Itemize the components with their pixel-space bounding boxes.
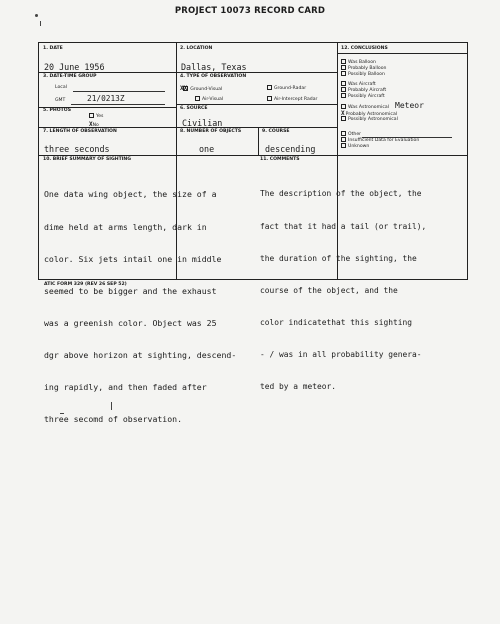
paper-speck (40, 21, 41, 26)
summary-line: was a greenish color. Object was 25 (44, 317, 217, 328)
conclusions-label: 12. CONCLUSIONS (341, 46, 388, 51)
source-value: Civilian (182, 118, 223, 128)
gmt-label: GMT (55, 98, 66, 103)
conclusion-probably-astronomical: XProbably Astronomical (341, 110, 398, 117)
air-intercept-radar-option: Air-Intercept Radar (267, 96, 317, 102)
length-of-observation-label: 7. LENGTH OF OBSERVATION (43, 129, 117, 134)
comments-line: the duration of the sighting, the (260, 253, 417, 263)
ground-radar-option: Ground-Radar (267, 85, 306, 91)
record-card-title: PROJECT 10073 RECORD CARD (174, 6, 326, 16)
conclusion-probably-aircraft: Probably Aircraft (341, 87, 386, 93)
conclusion-was-aircraft: Was Aircraft (341, 81, 376, 87)
conclusion-possibly-astronomical: Possibly Astronomical (341, 116, 398, 122)
photos-no-option: XNo (89, 121, 99, 128)
summary-line: dgr above horizon at sighting, descend- (44, 349, 237, 360)
summary-line: color. Six jets intail one in middle (44, 253, 222, 264)
length-of-observation-value: three seconds (44, 144, 110, 154)
comments-line: ted by a meteor. (260, 382, 337, 392)
course-label: 9. COURSE (262, 129, 290, 134)
ground-visual-option: XX Ground-Visual (180, 85, 223, 92)
meteor-annotation: Meteor (395, 101, 424, 110)
summary-line: dime held at arms length, dark in (44, 221, 207, 232)
comments-line: color indicatethat this sighting (260, 317, 413, 327)
paper-speck (35, 14, 38, 17)
type-of-observation-label: 4. TYPE OF OBSERVATION (180, 74, 247, 79)
comments-line: - / was in all probability genera- (260, 349, 422, 359)
summary-line: seemed to be bigger and the exhaust (44, 285, 217, 296)
conclusion-unknown: Unknown (341, 143, 369, 149)
comments-text (260, 168, 426, 414)
conclusion-probably-balloon: Probably Balloon (341, 65, 386, 71)
location-label: 2. LOCATION (180, 46, 213, 51)
form-number: ATIC FORM 329 (REV 26 SEP 52) (44, 282, 127, 287)
conclusion-insufficient-data: Insufficient Data for Evaluation (341, 137, 419, 143)
course-value: descending (265, 144, 316, 154)
summary-line: three secomd of observation. (44, 414, 183, 425)
gmt-value: 21/0213Z (87, 94, 125, 103)
comments-line: fact that it had a tail (or trail), (260, 221, 427, 231)
probably-astronomical-check: X (341, 110, 345, 117)
brief-summary-text (44, 168, 236, 446)
comments-line: The description of the object, the (260, 189, 422, 199)
number-of-objects-value: one (199, 144, 215, 154)
local-label: Local (55, 85, 67, 90)
date-value: 20 June 1956 (44, 62, 105, 72)
number-of-objects-label: 8. NUMBER OF OBJECTS (180, 129, 242, 134)
photos-label: 5. PHOTOS (43, 108, 72, 113)
source-label: 6. SOURCE (180, 106, 208, 111)
summary-line: One data wing object, the size of a (44, 189, 217, 200)
date-label: 1. DATE (43, 46, 63, 51)
conclusion-other: Other (341, 131, 361, 137)
conclusion-possibly-aircraft: Possibly Aircraft (341, 93, 385, 99)
location-value: Dallas, Texas (181, 62, 247, 72)
ground-visual-check: XX (180, 85, 188, 92)
photos-no-check: X (89, 121, 93, 128)
conclusion-possibly-balloon: Possibly Balloon (341, 71, 385, 77)
brief-summary-label: 10. BRIEF SUMMARY OF SIGHTING (43, 157, 132, 162)
conclusion-was-astronomical: Was Astronomical (341, 104, 389, 110)
comments-line: course of the object, and the (260, 285, 398, 295)
air-visual-option: Air-Visual (195, 96, 223, 102)
date-time-group-label: 3. DATE-TIME GROUP (43, 74, 97, 79)
conclusion-was-balloon: Was Balloon (341, 59, 376, 65)
summary-line: ing rapidly, and then faded after (44, 382, 207, 393)
comments-label: 11. COMMENTS (260, 157, 300, 162)
photos-yes-option: Yes (89, 113, 103, 119)
